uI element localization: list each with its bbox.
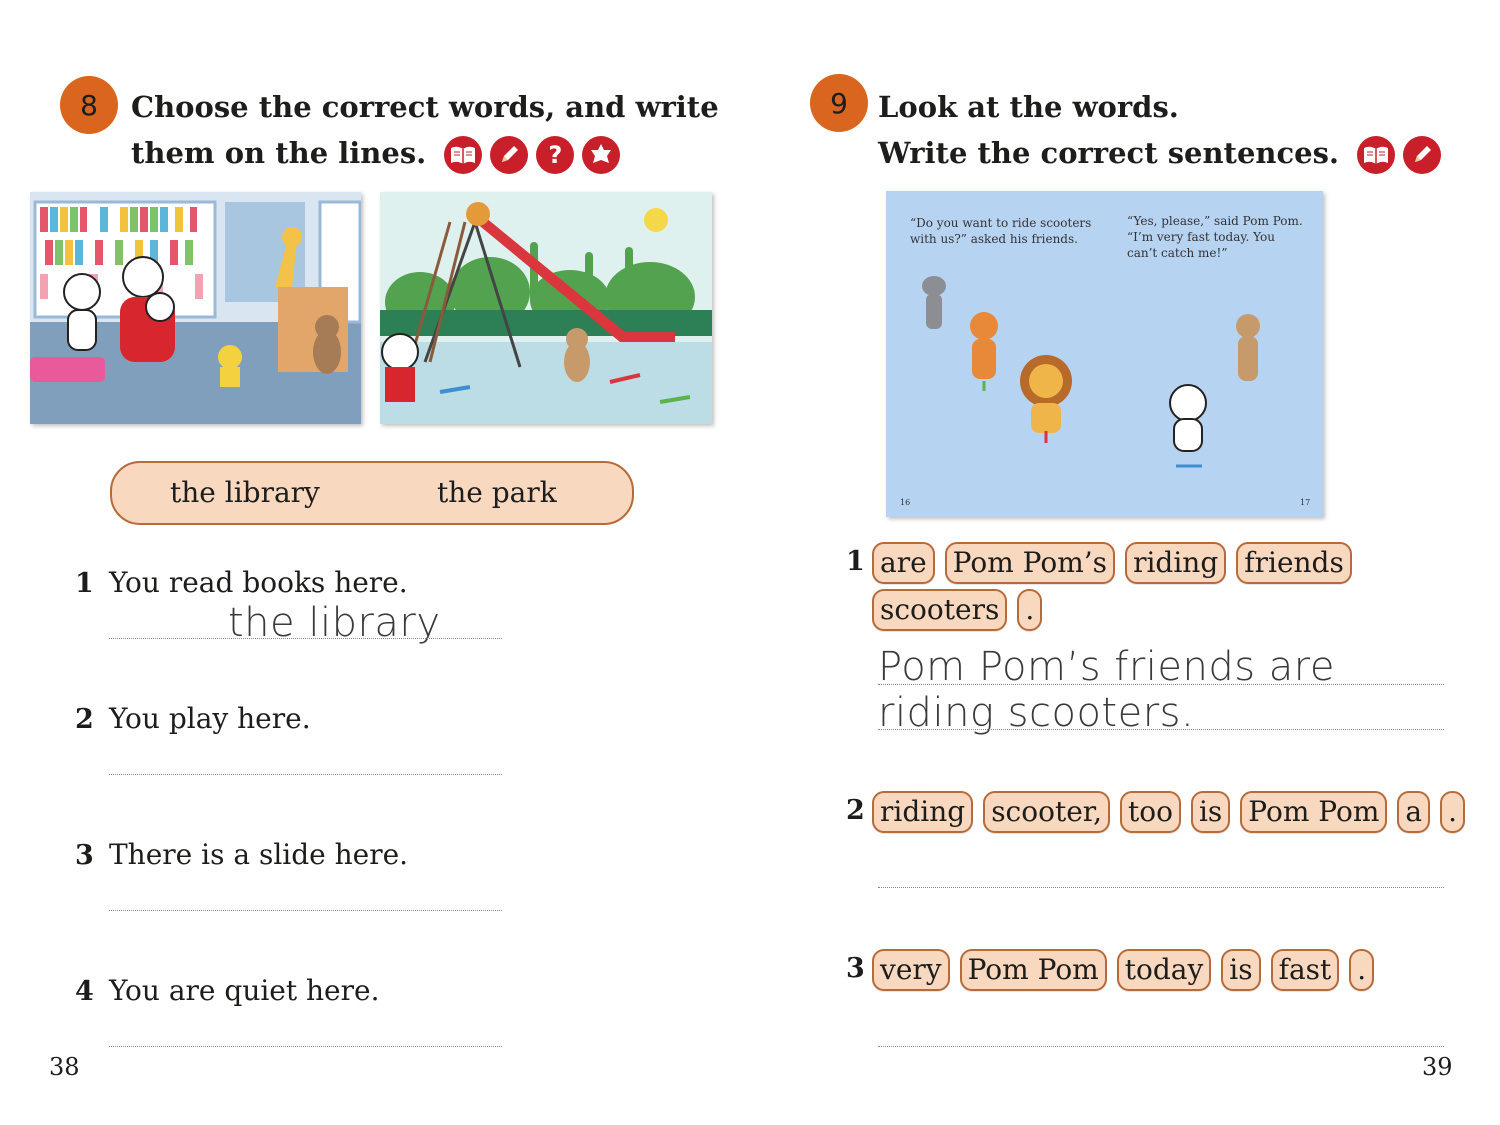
- story-text-left: “Do you want to ride scooters with us?” asked his friends.: [910, 216, 1092, 246]
- word-tile[interactable]: .: [1440, 791, 1465, 833]
- sentence-3-number: 3: [846, 953, 865, 984]
- word-tile[interactable]: today: [1117, 949, 1212, 991]
- instruction-text: them on the lines.: [131, 136, 427, 170]
- word-tile[interactable]: Pom Pom: [960, 949, 1107, 991]
- page-number-left: 38: [49, 1053, 80, 1081]
- question-1-answer-line[interactable]: [109, 638, 502, 639]
- word-tile[interactable]: is: [1191, 791, 1230, 833]
- question-4-text: You are quiet here.: [109, 974, 380, 1007]
- book-icon: [1357, 136, 1395, 174]
- word-tile[interactable]: riding: [1125, 542, 1226, 584]
- question-icon: ?: [536, 136, 574, 174]
- word-tile[interactable]: .: [1349, 949, 1374, 991]
- word-tile[interactable]: friends: [1236, 542, 1352, 584]
- sentence-3-tiles: [872, 949, 1374, 991]
- question-3-number: 3: [75, 840, 94, 871]
- pencil-icon: [1403, 136, 1441, 174]
- exercise-9-instruction-line2: [878, 130, 1441, 176]
- sentence-2-answer-line[interactable]: [878, 887, 1444, 888]
- story-illustration: [886, 191, 1323, 517]
- library-illustration: [30, 192, 361, 424]
- question-2-text: You play here.: [109, 702, 311, 735]
- question-1-text: You read books here.: [109, 566, 408, 599]
- sentence-2-number: 2: [846, 795, 865, 826]
- word-tile[interactable]: Pom Pom: [1240, 791, 1387, 833]
- sentence-1-tiles-row2: [872, 589, 1042, 631]
- question-2-answer-line[interactable]: [109, 774, 502, 775]
- word-tile[interactable]: Pom Pom’s: [945, 542, 1115, 584]
- sentence-1-answer-line-a[interactable]: [878, 684, 1444, 685]
- sentence-2-tiles: [872, 791, 1465, 833]
- question-1-number: 1: [75, 568, 94, 599]
- pencil-icon: [490, 136, 528, 174]
- word-tile[interactable]: a: [1397, 791, 1430, 833]
- exercise-9-number: 9: [810, 74, 868, 132]
- question-2-number: 2: [75, 704, 94, 735]
- story-page-left: 16: [900, 498, 911, 507]
- park-illustration: [380, 192, 712, 424]
- word-tile[interactable]: scooter,: [983, 791, 1110, 833]
- question-1-answer: the library: [228, 600, 441, 646]
- word-tile[interactable]: .: [1017, 589, 1042, 631]
- exercise-9-instruction-line1: Look at the words.: [878, 90, 1179, 124]
- sentence-1-tiles-row1: [872, 542, 1352, 584]
- sentence-1-answer-line2: riding scooters.: [878, 690, 1195, 736]
- sentence-1-number: 1: [846, 546, 865, 577]
- question-3-answer-line[interactable]: [109, 910, 502, 911]
- skill-icons: [444, 136, 620, 174]
- question-4-number: 4: [75, 976, 94, 1007]
- word-tile[interactable]: are: [872, 542, 935, 584]
- word-tile[interactable]: too: [1120, 791, 1181, 833]
- question-4-answer-line[interactable]: [109, 1046, 502, 1047]
- book-icon: [444, 136, 482, 174]
- question-3-text: There is a slide here.: [109, 838, 409, 871]
- story-text-right: “Yes, please,” said Pom Pom. “I’m very fast today. You can’t catch me!”: [1127, 214, 1303, 260]
- word-option-library: the library: [170, 476, 320, 509]
- word-box: [110, 461, 634, 525]
- instruction-text: Write the correct sentences.: [878, 136, 1340, 170]
- word-tile[interactable]: is: [1221, 949, 1260, 991]
- exercise-8-instruction-line2: [131, 130, 620, 176]
- word-tile[interactable]: scooters: [872, 589, 1007, 631]
- story-page-right: 17: [1300, 498, 1311, 507]
- sentence-3-answer-line[interactable]: [878, 1046, 1444, 1047]
- page-number-right: 39: [1422, 1053, 1453, 1081]
- exercise-8-number: 8: [60, 76, 118, 134]
- sentence-1-answer-line1: Pom Pom’s friends are: [878, 644, 1335, 690]
- star-icon: [582, 136, 620, 174]
- sentence-1-answer-line-b[interactable]: [878, 729, 1444, 730]
- skill-icons: [1357, 136, 1441, 174]
- exercise-8-instruction-line1: Choose the correct words, and write: [131, 90, 719, 124]
- word-tile[interactable]: fast: [1271, 949, 1340, 991]
- word-tile[interactable]: very: [872, 949, 950, 991]
- word-option-park: the park: [437, 476, 557, 509]
- word-tile[interactable]: riding: [872, 791, 973, 833]
